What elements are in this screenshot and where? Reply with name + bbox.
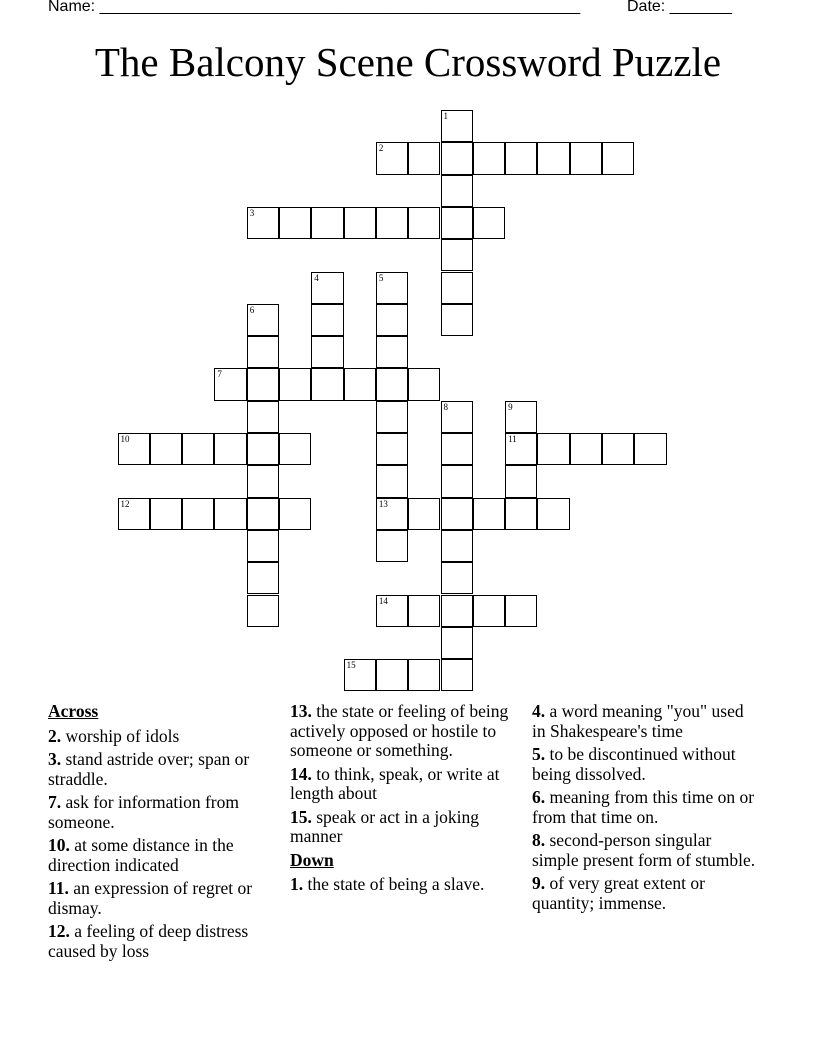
grid-cell[interactable] [182, 433, 214, 465]
date-field-line[interactable]: Date: _______ [627, 0, 732, 15]
grid-cell[interactable] [214, 368, 246, 400]
grid-cell[interactable] [118, 433, 150, 465]
grid-cell[interactable] [376, 336, 408, 368]
grid-cell[interactable] [408, 368, 440, 400]
grid-cell[interactable] [376, 659, 408, 691]
across-clue [48, 793, 273, 832]
grid-cell[interactable] [118, 498, 150, 530]
clue-number: 9. [532, 873, 546, 893]
grid-cell[interactable] [537, 433, 569, 465]
clue-text: worship of idols [61, 725, 180, 746]
grid-cell[interactable] [247, 336, 279, 368]
across-clue [290, 702, 515, 761]
cell-number: 2 [378, 143, 384, 154]
grid-cell[interactable] [376, 368, 408, 400]
grid-cell[interactable] [505, 401, 537, 433]
grid-cell[interactable] [279, 498, 311, 530]
grid-cell[interactable] [247, 595, 279, 627]
clue-text: of very great extent or quantity; immense. [532, 873, 705, 913]
grid-cell[interactable] [376, 595, 408, 627]
grid-cell[interactable] [505, 433, 537, 465]
grid-cell[interactable] [473, 498, 505, 530]
grid-cell[interactable] [247, 304, 279, 336]
clues-column-2 [290, 702, 515, 899]
clues-column-1 [48, 702, 273, 965]
cell-number: 5 [378, 272, 384, 283]
grid-cell[interactable] [344, 368, 376, 400]
grid-cell[interactable] [311, 368, 343, 400]
clue-number: 2. [48, 725, 62, 746]
cell-number: 7 [217, 369, 222, 380]
clue-text: meaning from this time on or from that time on. [532, 787, 755, 827]
grid-cell[interactable] [150, 433, 182, 465]
grid-cell[interactable] [344, 659, 376, 691]
across-clue [48, 727, 273, 747]
down-clue [532, 745, 757, 784]
cell-number: 1 [443, 111, 448, 121]
clue-number: 12. [48, 921, 70, 941]
cell-number: 12 [120, 498, 130, 509]
grid-cell[interactable] [505, 498, 537, 530]
across-clue [48, 750, 273, 789]
grid-cell[interactable] [441, 498, 473, 530]
cell-number: 8 [443, 401, 448, 412]
down-clue [290, 875, 515, 895]
grid-cell[interactable] [408, 595, 440, 627]
grid-cell[interactable] [182, 498, 214, 530]
grid-cell[interactable] [247, 401, 279, 433]
grid-cell[interactable] [311, 207, 343, 239]
grid-cell[interactable] [247, 498, 279, 530]
grid-cell[interactable] [634, 433, 666, 465]
clue-text: to think, speak, or write at length about [290, 763, 500, 803]
grid-cell[interactable] [247, 207, 279, 239]
down-clue [532, 831, 757, 870]
grid-cell[interactable] [441, 433, 473, 465]
clue-text: the state of being a slave. [303, 874, 485, 894]
clue-number: 3. [48, 749, 62, 769]
clue-number: 14. [290, 763, 312, 784]
clue-number: 15. [290, 806, 312, 827]
across-heading: Across [48, 701, 99, 721]
clue-text: speak or act in a joking manner [290, 806, 480, 846]
grid-cell[interactable] [247, 562, 279, 594]
grid-cell[interactable] [441, 659, 473, 691]
grid-cell[interactable] [214, 498, 246, 530]
cell-number: 6 [249, 304, 255, 315]
puzzle-title: The Balcony Scene Crossword Puzzle [94, 39, 722, 85]
clues-column-3 [532, 702, 757, 917]
across-clue [48, 836, 273, 875]
across-clue [48, 922, 273, 961]
grid-cell[interactable] [602, 433, 634, 465]
grid-cell[interactable] [441, 142, 473, 174]
clue-text: second-person singular simple present form of stumble. [532, 830, 756, 870]
grid-cell[interactable] [441, 175, 473, 207]
clue-text: stand astride over; span or straddle. [48, 749, 250, 789]
cell-number: 14 [378, 595, 388, 606]
grid-cell[interactable] [376, 207, 408, 239]
clue-text: the state or feeling of being actively opposed or hostile to someone or something. [290, 701, 509, 760]
cell-number: 11 [508, 434, 517, 444]
grid-cell[interactable] [505, 595, 537, 627]
clue-number: 4. [532, 701, 546, 721]
cell-number: 10 [120, 434, 130, 444]
cell-number: 15 [346, 660, 356, 671]
grid-cell[interactable] [473, 595, 505, 627]
clue-number: 13. [290, 701, 312, 721]
grid-cell[interactable] [408, 659, 440, 691]
grid-cell[interactable] [473, 142, 505, 174]
grid-cell[interactable] [376, 272, 408, 304]
grid-cell[interactable] [376, 433, 408, 465]
grid-cell[interactable] [376, 401, 408, 433]
grid-cell[interactable] [441, 239, 473, 271]
clue-text: ask for information from someone. [48, 792, 239, 832]
clue-text: a word meaning "you" used in Shakespeare's time [532, 701, 744, 741]
clue-text: to be discontinued without being dissolved. [532, 744, 736, 784]
grid-cell[interactable] [311, 336, 343, 368]
grid-cell[interactable] [505, 142, 537, 174]
grid-cell[interactable] [441, 627, 473, 659]
grid-cell[interactable] [441, 595, 473, 627]
down-clue [532, 874, 757, 913]
grid-cell[interactable] [279, 433, 311, 465]
grid-cell[interactable] [344, 207, 376, 239]
grid-cell[interactable] [408, 142, 440, 174]
down-clue [532, 788, 757, 827]
grid-cell[interactable] [441, 207, 473, 239]
grid-cell[interactable] [376, 465, 408, 497]
grid-cell[interactable] [279, 368, 311, 400]
grid-cell[interactable] [408, 207, 440, 239]
cell-number: 4 [314, 272, 319, 283]
grid-cell[interactable] [311, 304, 343, 336]
grid-cell[interactable] [441, 562, 473, 594]
grid-cell[interactable] [279, 207, 311, 239]
grid-cell[interactable] [602, 142, 634, 174]
grid-cell[interactable] [376, 530, 408, 562]
down-clue [532, 702, 757, 741]
grid-cell[interactable] [247, 368, 279, 400]
grid-cell[interactable] [570, 433, 602, 465]
cell-number: 3 [249, 207, 255, 218]
grid-cell[interactable] [376, 142, 408, 174]
cell-number: 13 [378, 498, 388, 509]
grid-cell[interactable] [376, 498, 408, 530]
grid-cell[interactable] [376, 304, 408, 336]
clue-number: 10. [48, 835, 70, 855]
grid-cell[interactable] [247, 433, 279, 465]
grid-cell[interactable] [214, 433, 246, 465]
grid-cell[interactable] [247, 530, 279, 562]
across-clue [290, 765, 515, 804]
grid-cell[interactable] [537, 142, 569, 174]
across-clue [290, 808, 515, 847]
grid-cell[interactable] [441, 272, 473, 304]
down-heading: Down [290, 849, 334, 870]
clue-text: at some distance in the direction indicated [48, 835, 234, 875]
clue-number: 6. [532, 787, 546, 807]
cell-number: 9 [508, 401, 513, 412]
clue-number: 11. [48, 878, 69, 898]
grid-cell[interactable] [247, 465, 279, 497]
grid-cell[interactable] [441, 465, 473, 497]
grid-cell[interactable] [441, 304, 473, 336]
clue-text: a feeling of deep distress caused by loss [48, 921, 249, 961]
grid-cell[interactable] [150, 498, 182, 530]
clue-number: 5. [532, 744, 546, 764]
grid-cell[interactable] [505, 465, 537, 497]
across-clue [48, 879, 273, 918]
grid-cell[interactable] [311, 272, 343, 304]
grid-cell[interactable] [441, 530, 473, 562]
grid-cell[interactable] [441, 110, 473, 142]
grid-cell[interactable] [473, 207, 505, 239]
grid-cell[interactable] [408, 498, 440, 530]
clue-number: 7. [48, 792, 62, 812]
clue-text: an expression of regret or dismay. [48, 878, 253, 918]
grid-cell[interactable] [537, 498, 569, 530]
clue-number: 1. [290, 874, 304, 894]
grid-cell[interactable] [570, 142, 602, 174]
grid-cell[interactable] [441, 401, 473, 433]
name-field-line[interactable]: Name: ______________________________________________________ [48, 0, 581, 15]
clue-number: 8. [532, 830, 546, 850]
